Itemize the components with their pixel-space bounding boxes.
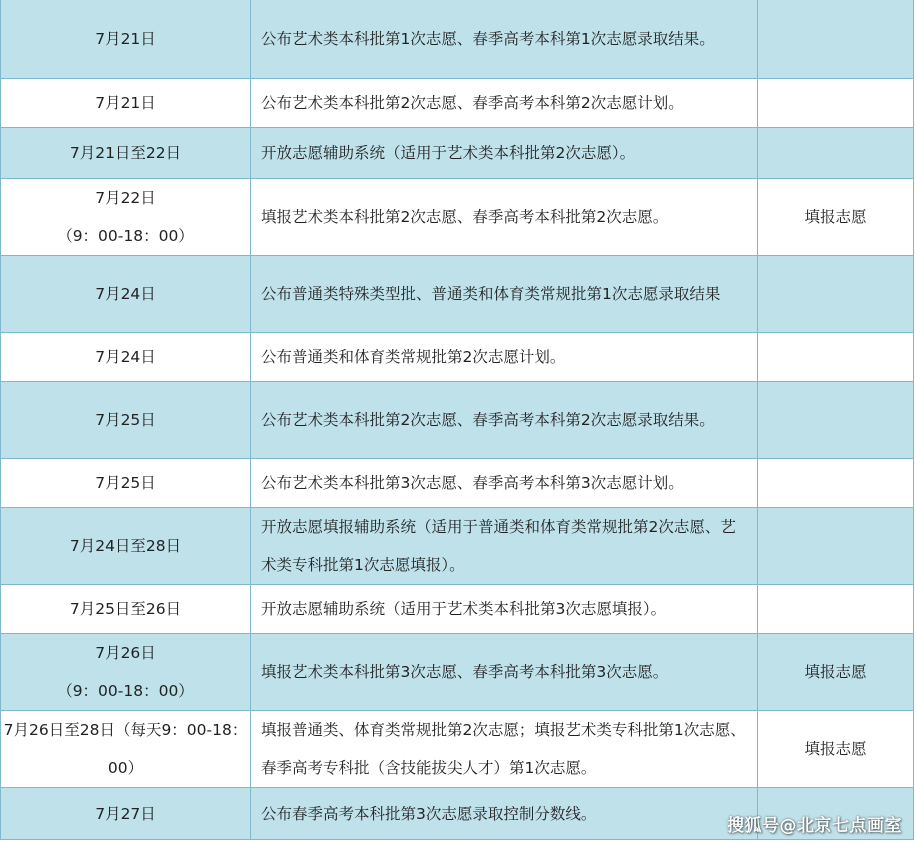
time-range-text: （9：00-18：00） bbox=[57, 227, 194, 245]
description-cell: 填报艺术类本科批第3次志愿、春季高考本科批第3次志愿。 bbox=[251, 634, 758, 711]
date-text: 7月24日至28日 bbox=[69, 537, 182, 555]
date-cell bbox=[1, 128, 251, 179]
action-cell bbox=[758, 508, 914, 585]
action-cell bbox=[758, 128, 914, 179]
table-row bbox=[1, 79, 914, 128]
action-cell bbox=[758, 79, 914, 128]
date-text: 7月24日 bbox=[95, 348, 156, 366]
action-cell bbox=[758, 459, 914, 508]
schedule-body bbox=[1, 0, 914, 840]
date-cell bbox=[1, 459, 251, 508]
table-row bbox=[1, 382, 914, 459]
description-cell: 公布艺术类本科批第2次志愿、春季高考本科第2次志愿录取结果。 bbox=[251, 382, 758, 459]
action-cell bbox=[758, 382, 914, 459]
date-cell bbox=[1, 508, 251, 585]
date-text: 7月26日 bbox=[95, 644, 156, 662]
description-cell: 开放志愿填报辅助系统（适用于普通类和体育类常规批第2次志愿、艺术类专科批第1次志愿填报）。 bbox=[251, 508, 758, 585]
table-row bbox=[1, 711, 914, 788]
date-cell bbox=[1, 333, 251, 382]
table-row bbox=[1, 0, 914, 79]
date-cell bbox=[1, 79, 251, 128]
time-range-text: （9：00-18：00） bbox=[57, 682, 194, 700]
date-text: 7月25日 bbox=[95, 474, 156, 492]
action-cell bbox=[758, 333, 914, 382]
description-cell: 开放志愿辅助系统（适用于艺术类本科批第2次志愿）。 bbox=[251, 128, 758, 179]
action-cell[interactable]: 填报志愿 bbox=[758, 711, 914, 788]
table-row bbox=[1, 585, 914, 634]
table-row bbox=[1, 333, 914, 382]
date-cell bbox=[1, 0, 251, 79]
date-text: 7月24日 bbox=[95, 285, 156, 303]
table-row bbox=[1, 508, 914, 585]
date-cell bbox=[1, 382, 251, 459]
date-text: 7月21日 bbox=[95, 29, 156, 48]
watermark: 搜狐号@北京七点画室 bbox=[727, 816, 902, 836]
date-text: 7月22日 bbox=[95, 189, 156, 207]
date-cell bbox=[1, 585, 251, 634]
description-cell: 公布艺术类本科批第1次志愿、春季高考本科第1次志愿录取结果。 bbox=[251, 0, 758, 79]
description-cell: 填报艺术类本科批第2次志愿、春季高考本科批第2次志愿。 bbox=[251, 179, 758, 256]
description-cell: 公布艺术类本科批第3次志愿、春季高考本科第3次志愿计划。 bbox=[251, 459, 758, 508]
table-row bbox=[1, 256, 914, 333]
date-text: 7月27日 bbox=[95, 804, 156, 823]
action-cell[interactable]: 填报志愿 bbox=[758, 634, 914, 711]
description-cell: 公布艺术类本科批第2次志愿、春季高考本科第2次志愿计划。 bbox=[251, 79, 758, 128]
description-cell: 公布普通类和体育类常规批第2次志愿计划。 bbox=[251, 333, 758, 382]
date-text: 7月25日至26日 bbox=[69, 600, 182, 618]
description-cell: 公布春季高考本科批第3次志愿录取控制分数线。 bbox=[251, 788, 758, 840]
action-cell bbox=[758, 256, 914, 333]
date-text: 7月21日 bbox=[95, 94, 156, 112]
date-cell bbox=[1, 788, 251, 840]
action-cell bbox=[758, 0, 914, 79]
description-cell: 填报普通类、体育类常规批第2次志愿；填报艺术类专科批第1次志愿、春季高考专科批（含技能拔尖人才）第1次志愿。 bbox=[251, 711, 758, 788]
date-cell bbox=[1, 256, 251, 333]
action-cell[interactable]: 填报志愿 bbox=[758, 179, 914, 256]
date-cell bbox=[1, 179, 251, 256]
date-text: 7月26日至28日（每天9：00-18：00） bbox=[3, 721, 248, 777]
table-row bbox=[1, 459, 914, 508]
date-cell bbox=[1, 711, 251, 788]
table-row bbox=[1, 634, 914, 711]
date-text: 7月21日至22日 bbox=[69, 144, 182, 162]
description-cell: 开放志愿辅助系统（适用于艺术类本科批第3次志愿填报）。 bbox=[251, 585, 758, 634]
table-row bbox=[1, 128, 914, 179]
date-cell bbox=[1, 634, 251, 711]
date-text: 7月25日 bbox=[95, 411, 156, 429]
table-row bbox=[1, 179, 914, 256]
action-cell bbox=[758, 585, 914, 634]
description-cell: 公布普通类特殊类型批、普通类和体育类常规批第1次志愿录取结果 bbox=[251, 256, 758, 333]
